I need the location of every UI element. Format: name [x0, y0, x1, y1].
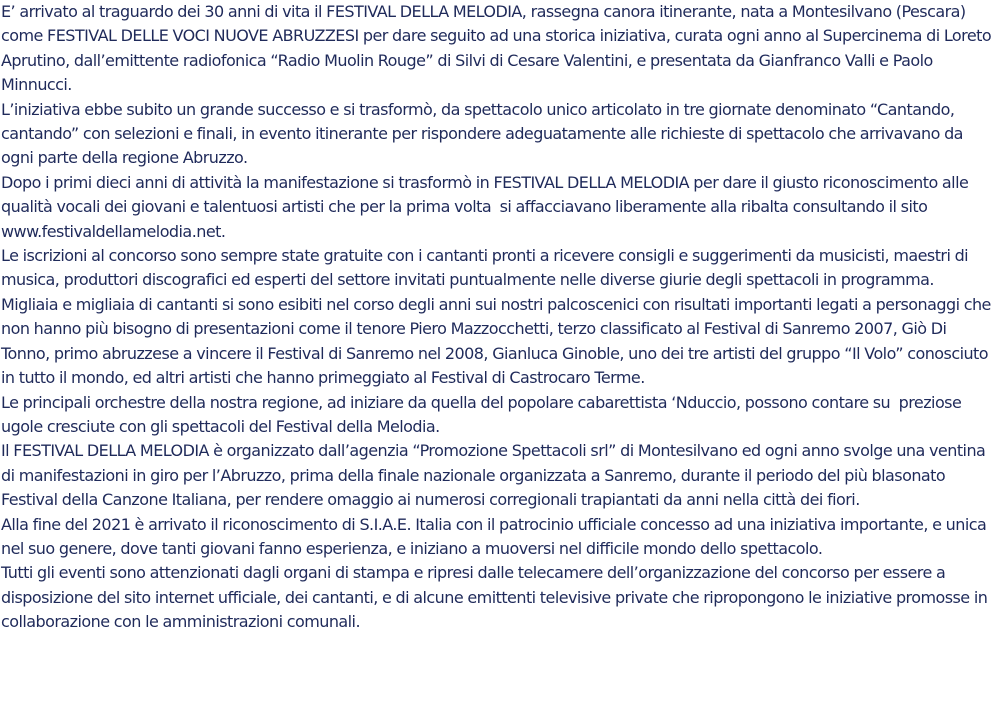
paragraph-orchestras: Le principali orchestre della nostra regione, ad iniziare da quella del popolare cabarettista ‘Nduccio, possono contare su preziose ugole cresciute con gli spettacoli del Festival della Melodia.	[1, 392, 966, 436]
paragraph-organization: Il FESTIVAL DELLA MELODIA è organizzato dall’agenzia “Promozione Spettacoli srl” di Montesilvano ed ogni anno svolge una ventina di manifestazioni in giro per l’Abruzzo, prima della finale nazionale organizzata a Sanremo, durante il periodo del più blasonato Festival della Canzone Italiana, per rendere omaggio ai numerosi corregionali trapiantati da anni nella città dei fiori.	[1, 441, 990, 510]
paragraph-media-coverage: Tutti gli eventi sono attenzionati dagli organi di stampa e ripresi dalle telecamere dell’organizzazione del concorso per essere a disposizione del sito internet ufficiale, dei cantanti, e di alcune emittenti televisive private che ripropongono le iniziative promosse in collaborazione con le amministrazioni comunali.	[1, 563, 992, 632]
paragraph-history: E’ arrivato al traguardo dei 30 anni di vita il FESTIVAL DELLA MELODIA, rassegna canora itinerante, nata a Montesilvano (Pescara) come FESTIVAL DELLE VOCI NUOVE ABRUZZESI per dare seguito ad una storica iniziativa, curata ogni anno al Supercinema di Loreto Aprutino, dall’emittente radiofonica “Radio Muolin Rouge” di Silvi di Cesare Valentini, e presentata da Gianfranco Valli e Paolo Minnucci.	[1, 2, 992, 95]
paragraph-registration: Le iscrizioni al concorso sono sempre state gratuite con i cantanti pronti a ricevere consigli e suggerimenti da musicisti, maestri di musica, produttori discografici ed esperti del settore invitati puntualmente nelle diverse giurie degli spettacoli in programma.	[1, 246, 973, 290]
paragraph-notable-singers: Migliaia e migliaia di cantanti si sono esibiti nel corso degli anni sui nostri palcoscenici con risultati importanti legati a personaggi che non hanno più bisogno di presentazioni come il tenore Piero Mazzocchetti, terzo classificato al Festival di Sanremo 2007, Giò Di Tonno, primo abruzzese a vincere il Festival di Sanremo nel 2008, Gianluca Ginoble, uno dei tre artisti del gruppo “Il Volo” conosciuto in tutto il mondo, ed altri artisti che hanno primeggiato al Festival di Castrocaro Terme.	[1, 294, 991, 388]
paragraph-success: L’iniziativa ebbe subito un grande successo e si trasformò, da spettacolo unico articolato in tre giornate denominato “Cantando, cantando” con selezioni e finali, in evento itinerante per rispondere adeguatamente alle richieste di spettacolo che arrivavano da ogni parte della regione Abruzzo.	[1, 99, 968, 168]
paragraph-siae-recognition: Alla fine del 2021 è arrivato il riconoscimento di S.I.A.E. Italia con il patrocinio ufficiale concesso ad una iniziativa importante, e unica nel suo genere, dove tanti giovani fanno esperienza, e iniziano a muoversi nel difficile mondo dello spettacolo.	[1, 514, 991, 558]
paragraph-transformation: Dopo i primi dieci anni di attività la manifestazione si trasformò in FESTIVAL DELLA MELODIA per dare il giusto riconoscimento alle qualità vocali dei giovani e talentuosi artisti che per la prima volta si affacciavano liberamente alla ribalta consultando il sito www.festivaldellamelodia.net.	[1, 172, 973, 241]
